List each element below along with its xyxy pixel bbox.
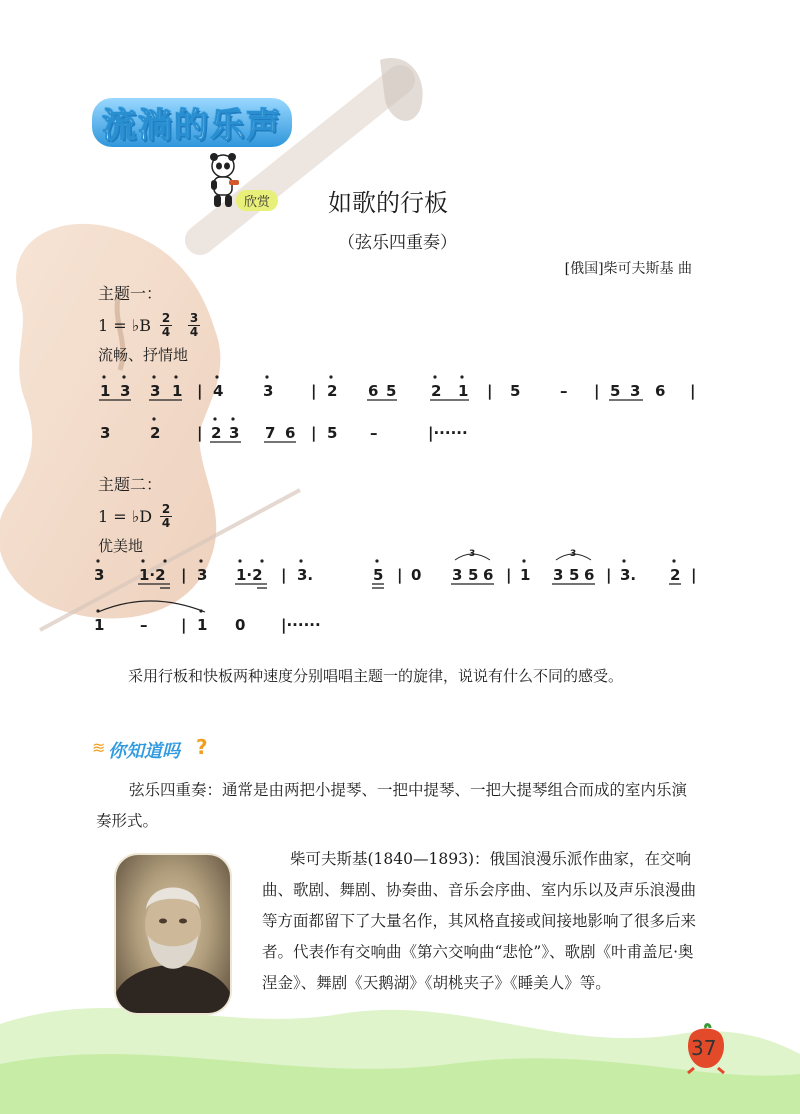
svg-text:|: | [197,424,203,442]
svg-text:3: 3 [469,549,476,559]
svg-text:3.: 3. [620,566,637,584]
svg-text:–: – [140,616,148,634]
theme1-line2 [100,417,468,443]
did-you-know-title: 你知道吗 [108,741,180,762]
tchaikovsky-paragraph: 柴可夫斯基(1840—1893)：俄国浪漫乐派作曲家，在交响曲、歌剧、舞剧、协奏曲、音乐会序曲、室内乐以及声乐浪漫曲等方面都留下了大量名作，其风格直接或间接地影响了很多后来者。代表作有交响曲《第六交响曲“悲怆”》、歌剧《叶甫盖尼·奥涅金》、舞剧《天鹅湖》《胡桃夹子》《睡美人》等。 [262,850,697,992]
svg-text:|: | [594,382,600,400]
theme2-line1 [94,549,696,588]
svg-text:1·2: 1·2 [236,566,263,584]
svg-text:5: 5 [610,382,621,400]
svg-text:|: | [691,566,697,584]
svg-text:5: 5 [569,566,580,584]
svg-text:3: 3 [100,424,111,442]
svg-text:3: 3 [94,566,105,584]
svg-text:6: 6 [285,424,296,442]
svg-text:0: 0 [235,616,246,634]
svg-text:|: | [197,382,203,400]
svg-text:|: | [690,382,696,400]
svg-text:3: 3 [553,566,564,584]
tchaikovsky-portrait [116,855,230,1013]
svg-text:6: 6 [584,566,595,584]
svg-text:2: 2 [211,424,222,442]
question-mark-icon: ? [196,735,208,759]
svg-text:5: 5 [327,424,338,442]
page-number: 37 [691,1036,717,1060]
svg-text:2: 2 [670,566,681,584]
section-title: 流淌的乐声 [92,98,292,147]
svg-text:1: 1 [458,382,469,400]
appreciate-badge: 欣赏 [236,190,278,211]
theme2-label: 主题二： [98,475,163,494]
svg-text:3.: 3. [297,566,314,584]
theme2-line2 [94,601,321,635]
theme1-tempo: 流畅、抒情地 [98,346,189,364]
svg-text:1: 1 [197,616,208,634]
svg-text:6: 6 [368,382,379,400]
svg-text:2: 2 [431,382,442,400]
svg-text:|······: |······ [428,424,468,442]
svg-text:3: 3 [452,566,463,584]
composer-credit: [俄国]柴可夫斯基 曲 [564,261,692,277]
svg-text:6: 6 [483,566,494,584]
theme1-time-signature-2: $\frac{3}{4}$ [189,311,199,339]
svg-text:–: – [560,382,568,400]
svg-text:|: | [311,382,317,400]
theme1-time-signature-1: $\frac{2}{4}$ [161,311,171,339]
svg-text:2: 2 [327,382,338,400]
svg-text:|: | [181,616,187,634]
svg-text:|: | [487,382,493,400]
svg-text:7: 7 [265,424,276,442]
svg-text:|: | [311,424,317,442]
song-title: 如歌的行板 [328,189,448,217]
svg-text:|: | [606,566,612,584]
svg-text:5: 5 [373,566,384,584]
svg-text:4: 4 [213,382,224,400]
svg-text:3: 3 [150,382,161,400]
svg-text:|: | [397,566,403,584]
theme2-key: 1 = ♭D [98,507,153,526]
svg-text:3: 3 [630,382,641,400]
svg-text:|: | [281,566,287,584]
listening-instruction: 采用行板和快板两种速度分别唱唱主题一的旋律，说说有什么不同的感受。 [128,667,624,685]
theme1-line1 [99,375,695,401]
svg-text:2: 2 [150,424,161,442]
svg-text:|······: |······ [281,616,321,634]
theme2-tempo: 优美地 [98,537,144,555]
svg-text:5: 5 [510,382,521,400]
svg-text:1: 1 [172,382,183,400]
svg-text:1: 1 [100,382,111,400]
wave-lines-icon: ≋ [92,738,106,757]
svg-text:1: 1 [520,566,531,584]
svg-text:5: 5 [468,566,479,584]
svg-text:|: | [506,566,512,584]
svg-text:3: 3 [120,382,131,400]
theme2-time-signature: $\frac{2}{4}$ [161,502,171,530]
song-subtitle: （弦乐四重奏） [338,233,457,253]
svg-text:1·2: 1·2 [139,566,166,584]
svg-text:0: 0 [411,566,422,584]
svg-text:3: 3 [263,382,274,400]
svg-text:6: 6 [655,382,666,400]
svg-text:3: 3 [570,549,577,559]
svg-text:–: – [370,424,378,442]
theme1-label: 主题一： [98,284,163,303]
theme1-key: 1 = ♭B [98,316,152,335]
svg-text:3: 3 [197,566,208,584]
page-number-badge [684,1022,728,1074]
svg-text:1: 1 [94,616,105,634]
svg-text:3: 3 [229,424,240,442]
svg-text:5: 5 [386,382,397,400]
string-quartet-paragraph: 弦乐四重奏：通常是由两把小提琴、一把中提琴、一把大提琴组合而成的室内乐演奏形式。 [96,781,688,830]
svg-text:|: | [181,566,187,584]
